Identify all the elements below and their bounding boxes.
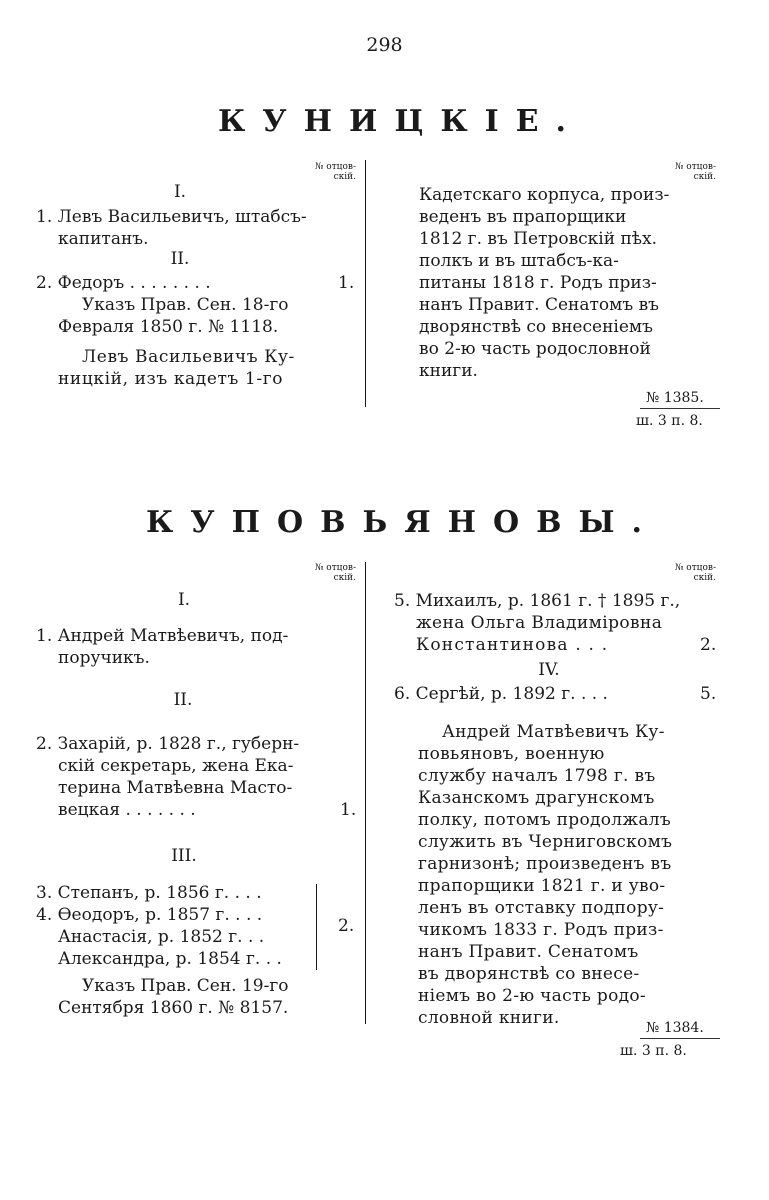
- s2-item-2: 2. Захарій, р. 1828 г., губерн- скій секретарь, жена Ека- терина Матвѣевна Масто- вецкая . . . . . . .: [36, 734, 300, 820]
- s2-column-divider: [365, 584, 366, 1024]
- s2-item-3-number: 2.: [338, 916, 355, 936]
- s2-item-6-number: 5.: [700, 684, 717, 704]
- s2-item-6: 6. Сергѣй, р. 1892 г. . . .: [394, 684, 608, 704]
- s2-item-5: 5. Михаилъ, р. 1861 г. † 1895 г., жена Ольга Владиміровна Константинова . . .: [394, 591, 681, 655]
- s2-ukaz: Указъ Прав. Сен. 19-го Сентября 1860 г. № 8157.: [58, 976, 289, 1018]
- s1-record-number: № 1385.: [646, 390, 704, 406]
- s2-item-3: 3. Степанъ, р. 1856 г. . . . 4. Ѳеодоръ, р. 1857 г. . . . Анастасія, р. 1852 г. . . Александра, р. 1854 г. . .: [36, 883, 282, 969]
- s2-roman-1: I.: [177, 590, 191, 610]
- s2-number-rule: [640, 1038, 720, 1039]
- s2-roman-4: IV.: [538, 660, 560, 680]
- s2-note-right: Андрей Матвѣевичъ Ку- повьяновъ, военную службу началъ 1798 г. въ Казанскомъ драгунскомъ полку, потомъ продолжалъ служить въ Черниговскомъ гарнизонѣ; произведенъ въ прапорщики 1821 г. и уво- ленъ въ отставку подпору- чикомъ 1833 г. Родъ приз- нанъ Правит. Сенатомъ въ дворянствѣ со внесе- ніемъ во 2-ю часть родо- словной книги.: [418, 722, 673, 1028]
- s2-roman-2: II.: [173, 690, 193, 710]
- s2-right-otc-header: № отцов- скій.: [674, 563, 716, 583]
- s2-item-1: 1. Андрей Матвѣевичъ, под- поручикъ.: [36, 626, 289, 668]
- s1-item-2: 2. Федоръ . . . . . . . .: [36, 273, 211, 293]
- s1-note-left: Левъ Васильевичъ Ку- ницкій, изъ кадетъ 1-го: [58, 347, 295, 389]
- section2-title: КУПОВЬЯНОВЫ.: [146, 505, 659, 540]
- s1-note-right: Кадетскаго корпуса, произ- веденъ въ прапорщики 1812 г. въ Петровскій пѣх. полкъ и въ штабсъ-ка- питаны 1818 г. Родъ приз- нанъ Правит. Сенатомъ въ дворянствѣ со внесеніемъ во 2-ю часть родословной книги.: [419, 185, 670, 381]
- section1-title: КУНИЦКІЕ.: [218, 104, 583, 139]
- s2-item-3-brace: [316, 884, 317, 970]
- s1-roman-2: II.: [170, 249, 190, 269]
- s1-right-otc-header: № отцов- скій.: [674, 162, 716, 182]
- s2-item-2-number: 1.: [340, 800, 357, 820]
- s1-left-otc-rule: [365, 160, 366, 182]
- s2-left-otc-header: № отцов- скій.: [314, 563, 356, 583]
- s1-left-otc-header: № отцов- скій.: [314, 162, 356, 182]
- page-number: 298: [366, 34, 403, 56]
- s1-column-divider: [365, 182, 366, 407]
- s1-ref: ш. 3 п. 8.: [636, 413, 703, 429]
- s1-number-rule: [640, 408, 720, 409]
- s2-record-number: № 1384.: [646, 1020, 704, 1036]
- s2-item-5-number: 2.: [700, 635, 717, 655]
- s2-ref: ш. 3 п. 8.: [620, 1043, 687, 1059]
- s1-ukaz: Указъ Прав. Сен. 18-го Февраля 1850 г. № 1118.: [58, 295, 289, 337]
- s2-left-otc-rule: [365, 562, 366, 584]
- s1-item-1: 1. Левъ Васильевичъ, штабсъ- капитанъ.: [36, 207, 307, 249]
- s2-roman-3: III.: [171, 846, 197, 866]
- s1-item-2-number: 1.: [338, 273, 355, 293]
- s1-roman-1: I.: [173, 182, 187, 202]
